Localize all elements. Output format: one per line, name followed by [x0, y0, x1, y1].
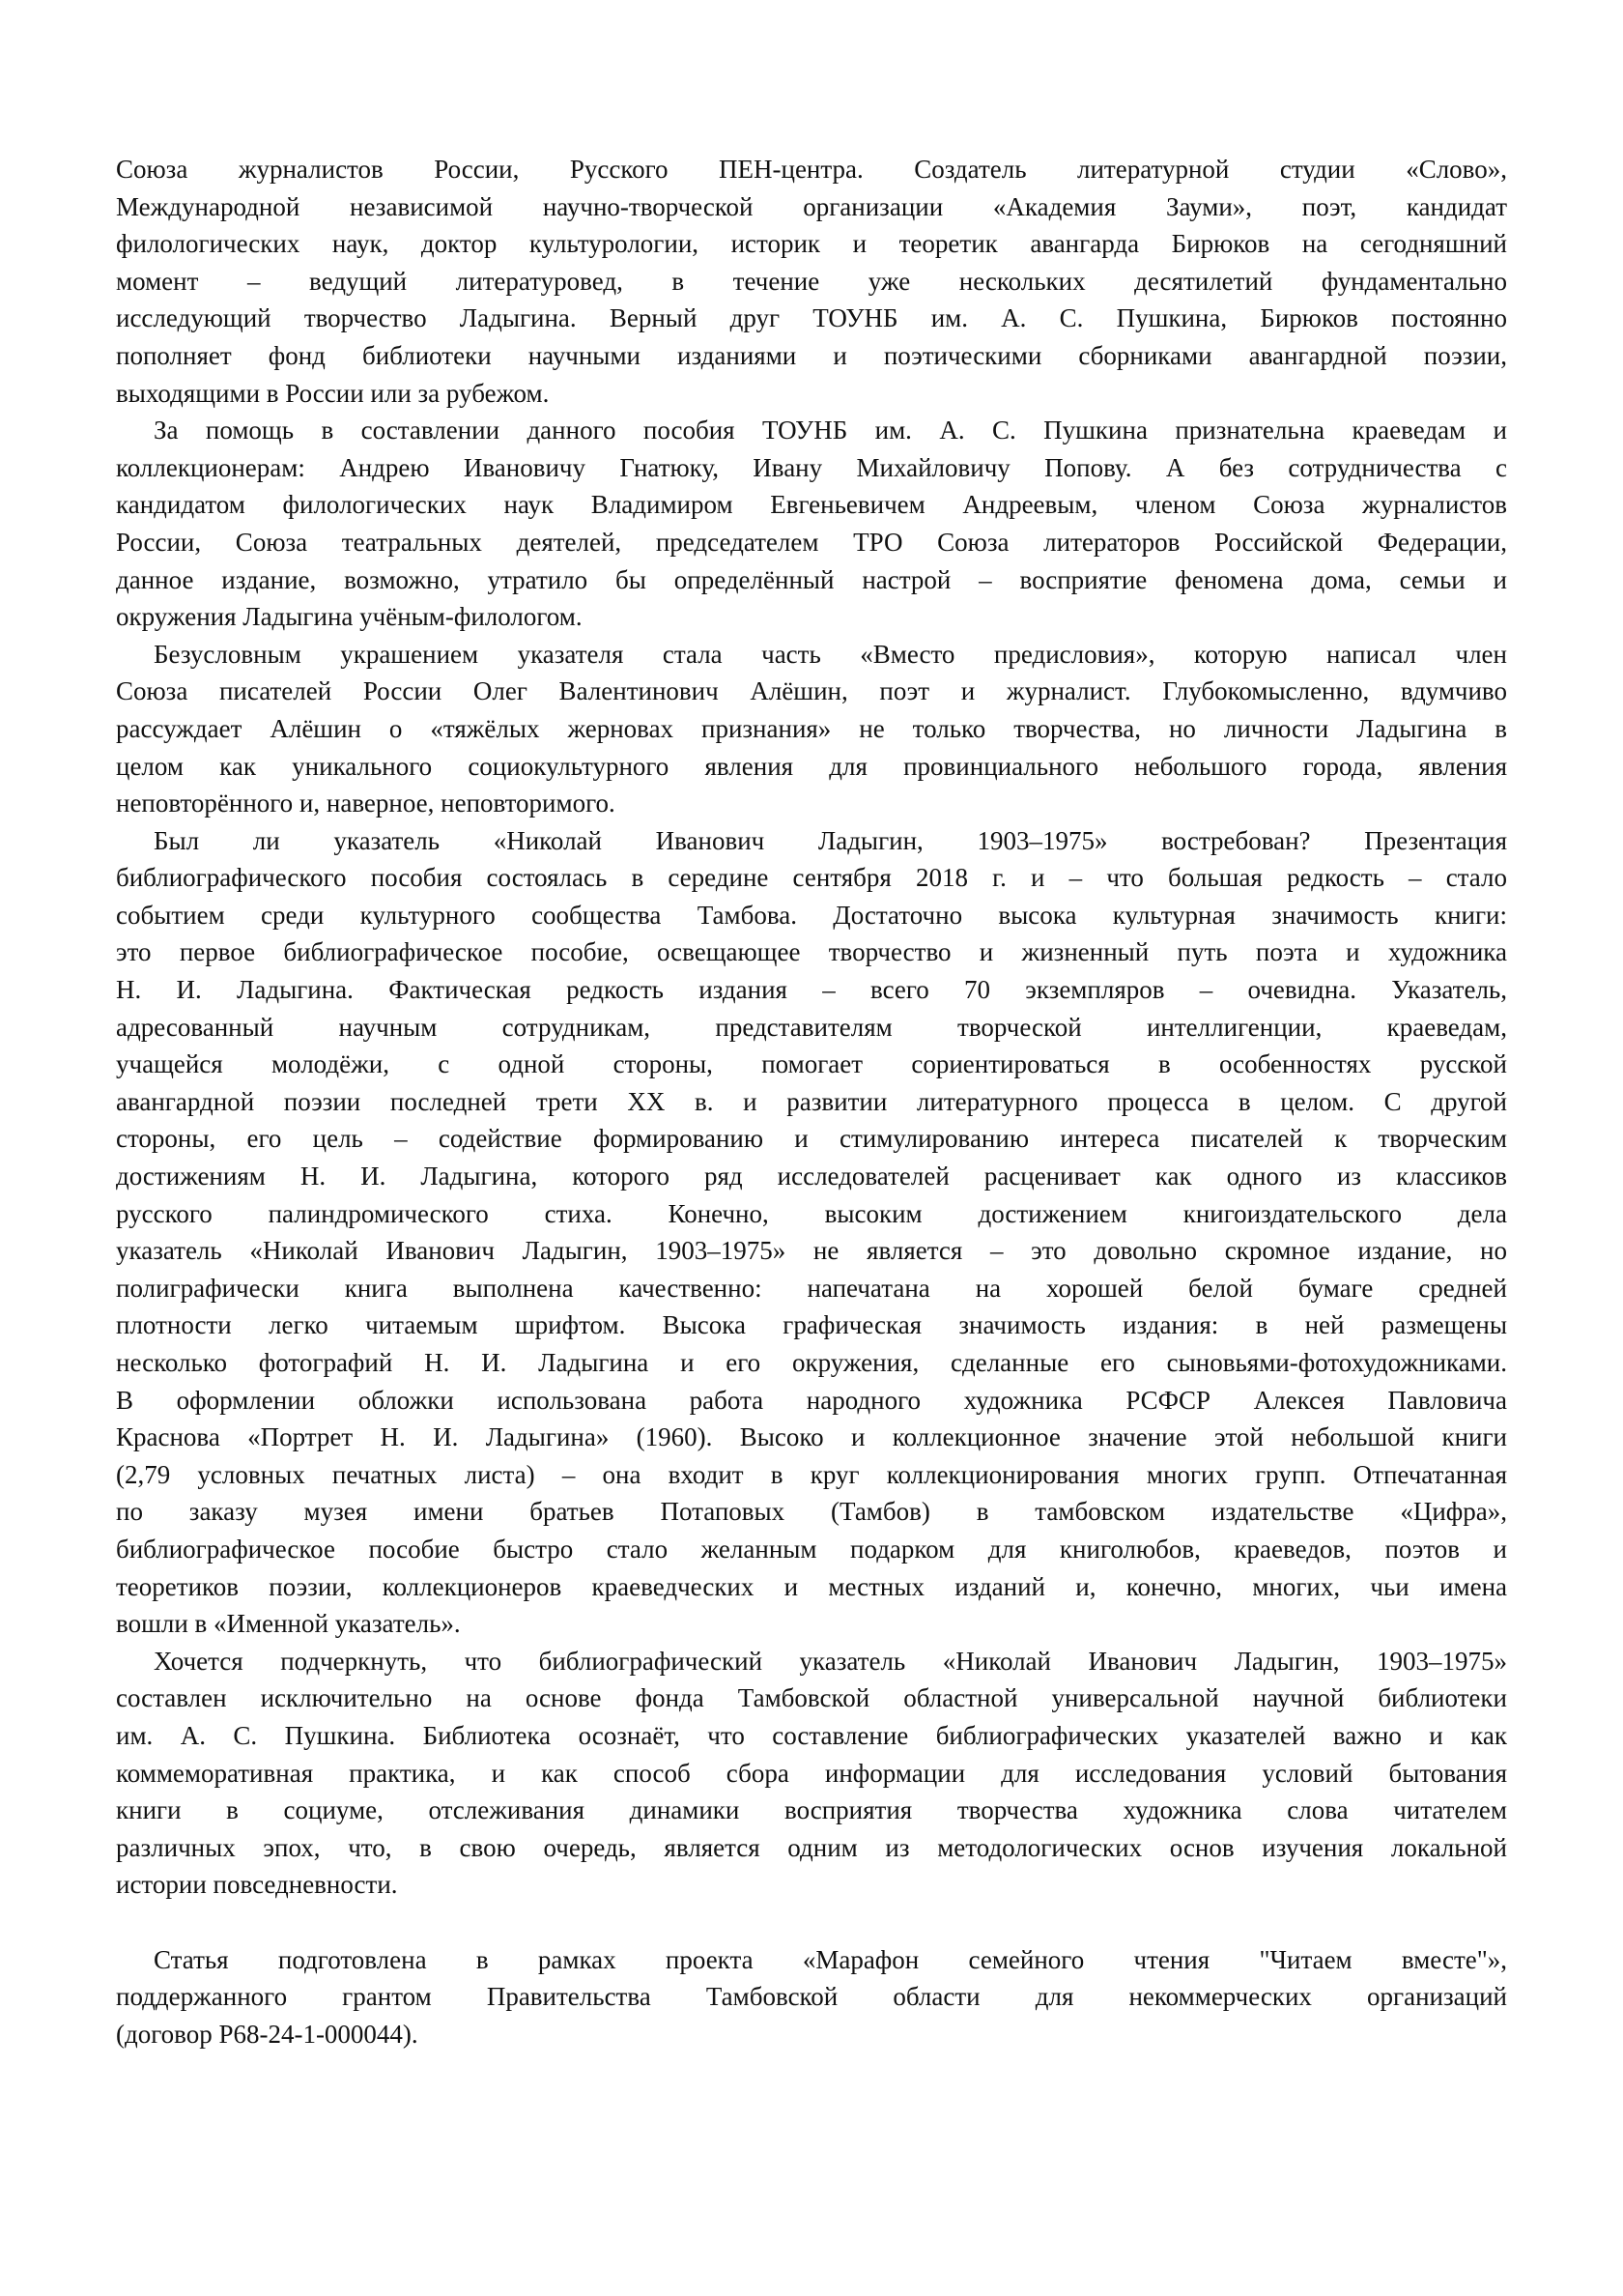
text-line: указатель «Николай Иванович Ладыгин, 1903–1975» не является – это довольно скромное издание, но: [116, 1236, 1507, 1266]
text-line: поддержанного грантом Правительства Тамбовской области для некоммерческих организаций: [116, 1982, 1507, 2012]
text-line: кандидатом филологических наук Владимиром Евгеньевичем Андреевым, членом Союза журналистов: [116, 490, 1507, 520]
text-line: достижениям Н. И. Ладыгина, которого ряд исследователей расценивает как одного из классиков: [116, 1162, 1507, 1191]
text-line: различных эпох, что, в свою очередь, является одним из методологических основ изучения локальной: [116, 1832, 1507, 1862]
text-line: по заказу музея имени братьев Потаповых (Тамбов) в тамбовском издательстве «Цифра»,: [116, 1497, 1507, 1527]
text-line: это первое библиографическое пособие, освещающее творчество и жизненный путь поэта и художника: [116, 937, 1507, 967]
text-line: коллекционерам: Андрею Ивановичу Гнатюку, Ивану Михайловичу Попову. А без сотрудничества с: [116, 452, 1507, 482]
text-line: стороны, его цель – содействие формированию и стимулированию интереса писателей к творческим: [116, 1124, 1507, 1154]
text-line: Международной независимой научно-творческой организации «Академия Зауми», поэт, кандидат: [116, 191, 1507, 221]
text-line: России, Союза театральных деятелей, председателем ТРО Союза литераторов Российской Федерации,: [116, 527, 1507, 557]
text-line: русского палиндромического стиха. Конечно, высоким достижением книгоиздательского дела: [116, 1198, 1507, 1228]
text-line: окружения Ладыгина учёным-филологом.: [116, 602, 583, 632]
text-line: библиографического пособия состоялась в середине сентября 2018 г. и – что большая редкость – стало: [116, 863, 1507, 893]
text-line: За помощь в составлении данного пособия ТОУНБ им. А. С. Пушкина признательна краеведам и: [154, 416, 1507, 445]
text-line: Союза писателей России Олег Валентинович Алёшин, поэт и журналист. Глубокомысленно, вдумчиво: [116, 676, 1507, 706]
text-line: целом как уникального социокультурного явления для провинциального небольшого города, явления: [116, 751, 1507, 781]
text-line: библиографическое пособие быстро стало желанным подарком для книголюбов, краеведов, поэтов и: [116, 1534, 1507, 1564]
text-line: неповторённого и, наверное, неповторимого.: [116, 789, 615, 818]
text-line: филологических наук, доктор культурологии, историк и теоретик авангарда Бирюков на сегодняшний: [116, 229, 1507, 259]
text-line: Статья подготовлена в рамках проекта «Марафон семейного чтения "Читаем вместе"»,: [154, 1944, 1507, 1974]
text-line: Безусловным украшением указателя стала часть «Вместо предисловия», которую написал член: [154, 639, 1507, 669]
text-line: Н. И. Ладыгина. Фактическая редкость издания – всего 70 экземпляров – очевидна. Указатель,: [116, 975, 1507, 1005]
text-line: Союза журналистов России, Русского ПЕН-центра. Создатель литературной студии «Слово»,: [116, 155, 1507, 184]
paragraph: [116, 412, 1507, 636]
text-line: адресованный научным сотрудникам, представителям творческой интеллигенции, краеведам,: [116, 1012, 1507, 1042]
text-line: учащейся молодёжи, с одной стороны, помогает сориентироваться в особенностях русской: [116, 1049, 1507, 1079]
text-line: Хочется подчеркнуть, что библиографический указатель «Николай Иванович Ладыгин, 1903–1975»: [154, 1646, 1507, 1676]
text-line: пополняет фонд библиотеки научными изданиями и поэтическими сборниками авангардной поэзии,: [116, 340, 1507, 370]
paragraph: [116, 1643, 1507, 1904]
text-line: выходящими в России или за рубежом.: [116, 378, 550, 408]
text-line: авангардной поэзии последней трети XX в. и развитии литературного процесса в целом. С другой: [116, 1086, 1507, 1116]
text-line: им. А. С. Пушкина. Библиотека осознаёт, что составление библиографических указателей важно и как: [116, 1720, 1507, 1750]
text-line: (2,79 условных печатных листа) – она входит в круг коллекционирования многих групп. Отпечатанная: [116, 1459, 1507, 1489]
text-line: событием среди культурного сообщества Тамбова. Достаточно высока культурная значимость книги:: [116, 900, 1507, 930]
document-body: [116, 151, 1507, 2052]
text-line: (договор Р68-24-1-000044).: [116, 2019, 418, 2049]
text-line: исследующий творчество Ладыгина. Верный друг ТОУНБ им. А. С. Пушкина, Бирюков постоянно: [116, 303, 1507, 333]
paragraph: [116, 636, 1507, 822]
text-line: вошли в «Именной указатель».: [116, 1609, 461, 1639]
paragraph: [116, 822, 1507, 1643]
text-line: несколько фотографий Н. И. Ладыгина и его окружения, сделанные его сыновьями-фотохудожниками.: [116, 1348, 1507, 1377]
text-line: книги в социуме, отслеживания динамики восприятия творчества художника слова читателем: [116, 1795, 1507, 1825]
text-line: В оформлении обложки использована работа народного художника РСФСР Алексея Павловича: [116, 1385, 1507, 1415]
paragraph: [116, 1941, 1507, 2053]
text-line: составлен исключительно на основе фонда Тамбовской областной универсальной научной библиотеки: [116, 1683, 1507, 1713]
text-line: коммеморативная практика, и как способ сбора информации для исследования условий бытования: [116, 1758, 1507, 1788]
text-line: истории повседневности.: [116, 1870, 398, 1900]
text-line: данное издание, возможно, утратило бы определённый настрой – восприятие феномена дома, семьи и: [116, 564, 1507, 594]
paragraph: [116, 151, 1507, 412]
text-line: полиграфически книга выполнена качественно: напечатана на хорошей белой бумаге средней: [116, 1273, 1507, 1303]
blank-line: [116, 1904, 1507, 1941]
text-line: Был ли указатель «Николай Иванович Ладыгин, 1903–1975» востребован? Презентация: [154, 825, 1507, 855]
text-line: Краснова «Портрет Н. И. Ладыгина» (1960). Высоко и коллекционное значение этой небольшой книги: [116, 1422, 1507, 1452]
text-line: рассуждает Алёшин о «тяжёлых жерновах признания» не только творчества, но личности Ладыгина в: [116, 713, 1507, 743]
text-line: теоретиков поэзии, коллекционеров краеведческих и местных изданий и, конечно, многих, чьи имена: [116, 1571, 1507, 1601]
text-line: момент – ведущий литературовед, в течение уже нескольких десятилетий фундаментально: [116, 266, 1507, 296]
text-line: плотности легко читаемым шрифтом. Высока графическая значимость издания: в ней размещены: [116, 1310, 1507, 1340]
